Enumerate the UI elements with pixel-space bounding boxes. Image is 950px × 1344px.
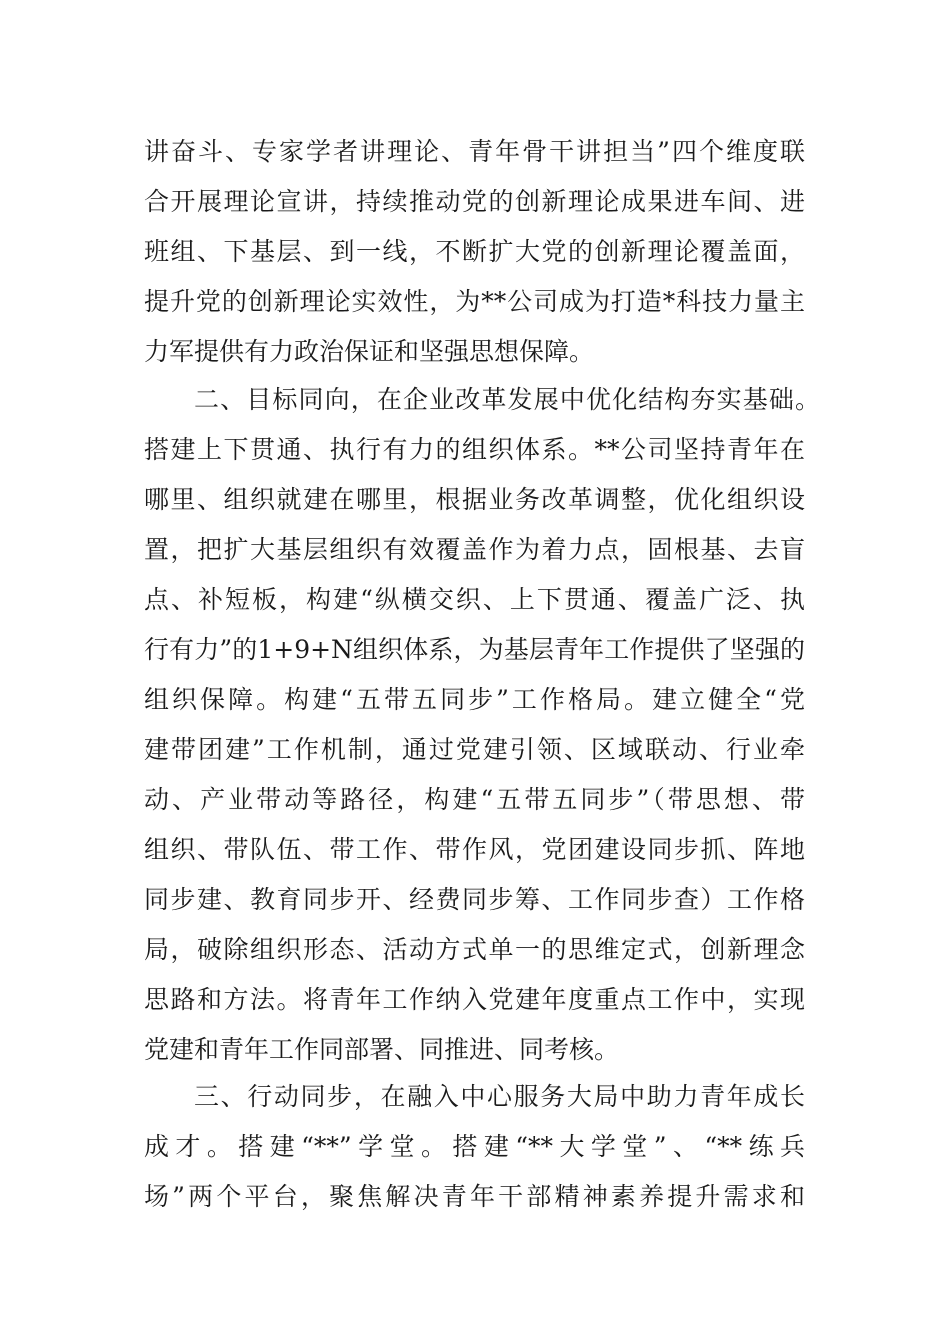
text-line: 成才。搭建“**”学堂。搭建“**大学堂”、“**练兵 — [144, 1132, 805, 1161]
text-line: 班组、下基层、到一线，不断扩大党的创新理论覆盖面， — [144, 237, 805, 266]
text-line: 组织、带队伍、带工作、带作风，党团建设同步抓、阵地 — [144, 835, 805, 864]
section-heading-line: 三、行动同步，在融入中心服务大局中助力青年成长 — [194, 1082, 805, 1111]
text-line: 思路和方法。将青年工作纳入党建年度重点工作中，实现 — [144, 985, 805, 1014]
text-line: 行有力”的1+9+N组织体系，为基层青年工作提供了坚强的 — [144, 635, 805, 664]
text-line: 动、产业带动等路径，构建“五带五同步”（带思想、带 — [144, 785, 805, 814]
text-line: 点、补短板，构建“纵横交织、上下贯通、覆盖广泛、执 — [144, 585, 805, 614]
text-line: 搭建上下贯通、执行有力的组织体系。**公司坚持青年在 — [144, 435, 805, 464]
text-line: 党建和青年工作同部署、同推进、同考核。 — [144, 1035, 620, 1064]
text-line: 组织保障。构建“五带五同步”工作格局。建立健全“党 — [144, 685, 805, 714]
text-line: 建带团建”工作机制，通过党建引领、区域联动、行业牵 — [144, 735, 805, 764]
text-line: 讲奋斗、专家学者讲理论、青年骨干讲担当”四个维度联 — [144, 137, 805, 166]
text-line: 力军提供有力政治保证和坚强思想保障。 — [144, 337, 595, 366]
text-line: 提升党的创新理论实效性，为**公司成为打造*科技力量主 — [144, 287, 805, 316]
section-heading-line: 二、目标同向，在企业改革发展中优化结构夯实基础。 — [194, 385, 820, 414]
text-line: 场”两个平台，聚焦解决青年干部精神素养提升需求和 — [144, 1182, 805, 1211]
text-line: 置，把扩大基层组织有效覆盖作为着力点，固根基、去盲 — [144, 535, 805, 564]
text-line: 哪里、组织就建在哪里，根据业务改革调整，优化组织设 — [144, 485, 805, 514]
text-line: 合开展理论宣讲，持续推动党的创新理论成果进车间、进 — [144, 187, 805, 216]
text-line: 局，破除组织形态、活动方式单一的思维定式，创新理念 — [144, 935, 805, 964]
text-line: 同步建、教育同步开、经费同步筹、工作同步查）工作格 — [144, 885, 805, 914]
